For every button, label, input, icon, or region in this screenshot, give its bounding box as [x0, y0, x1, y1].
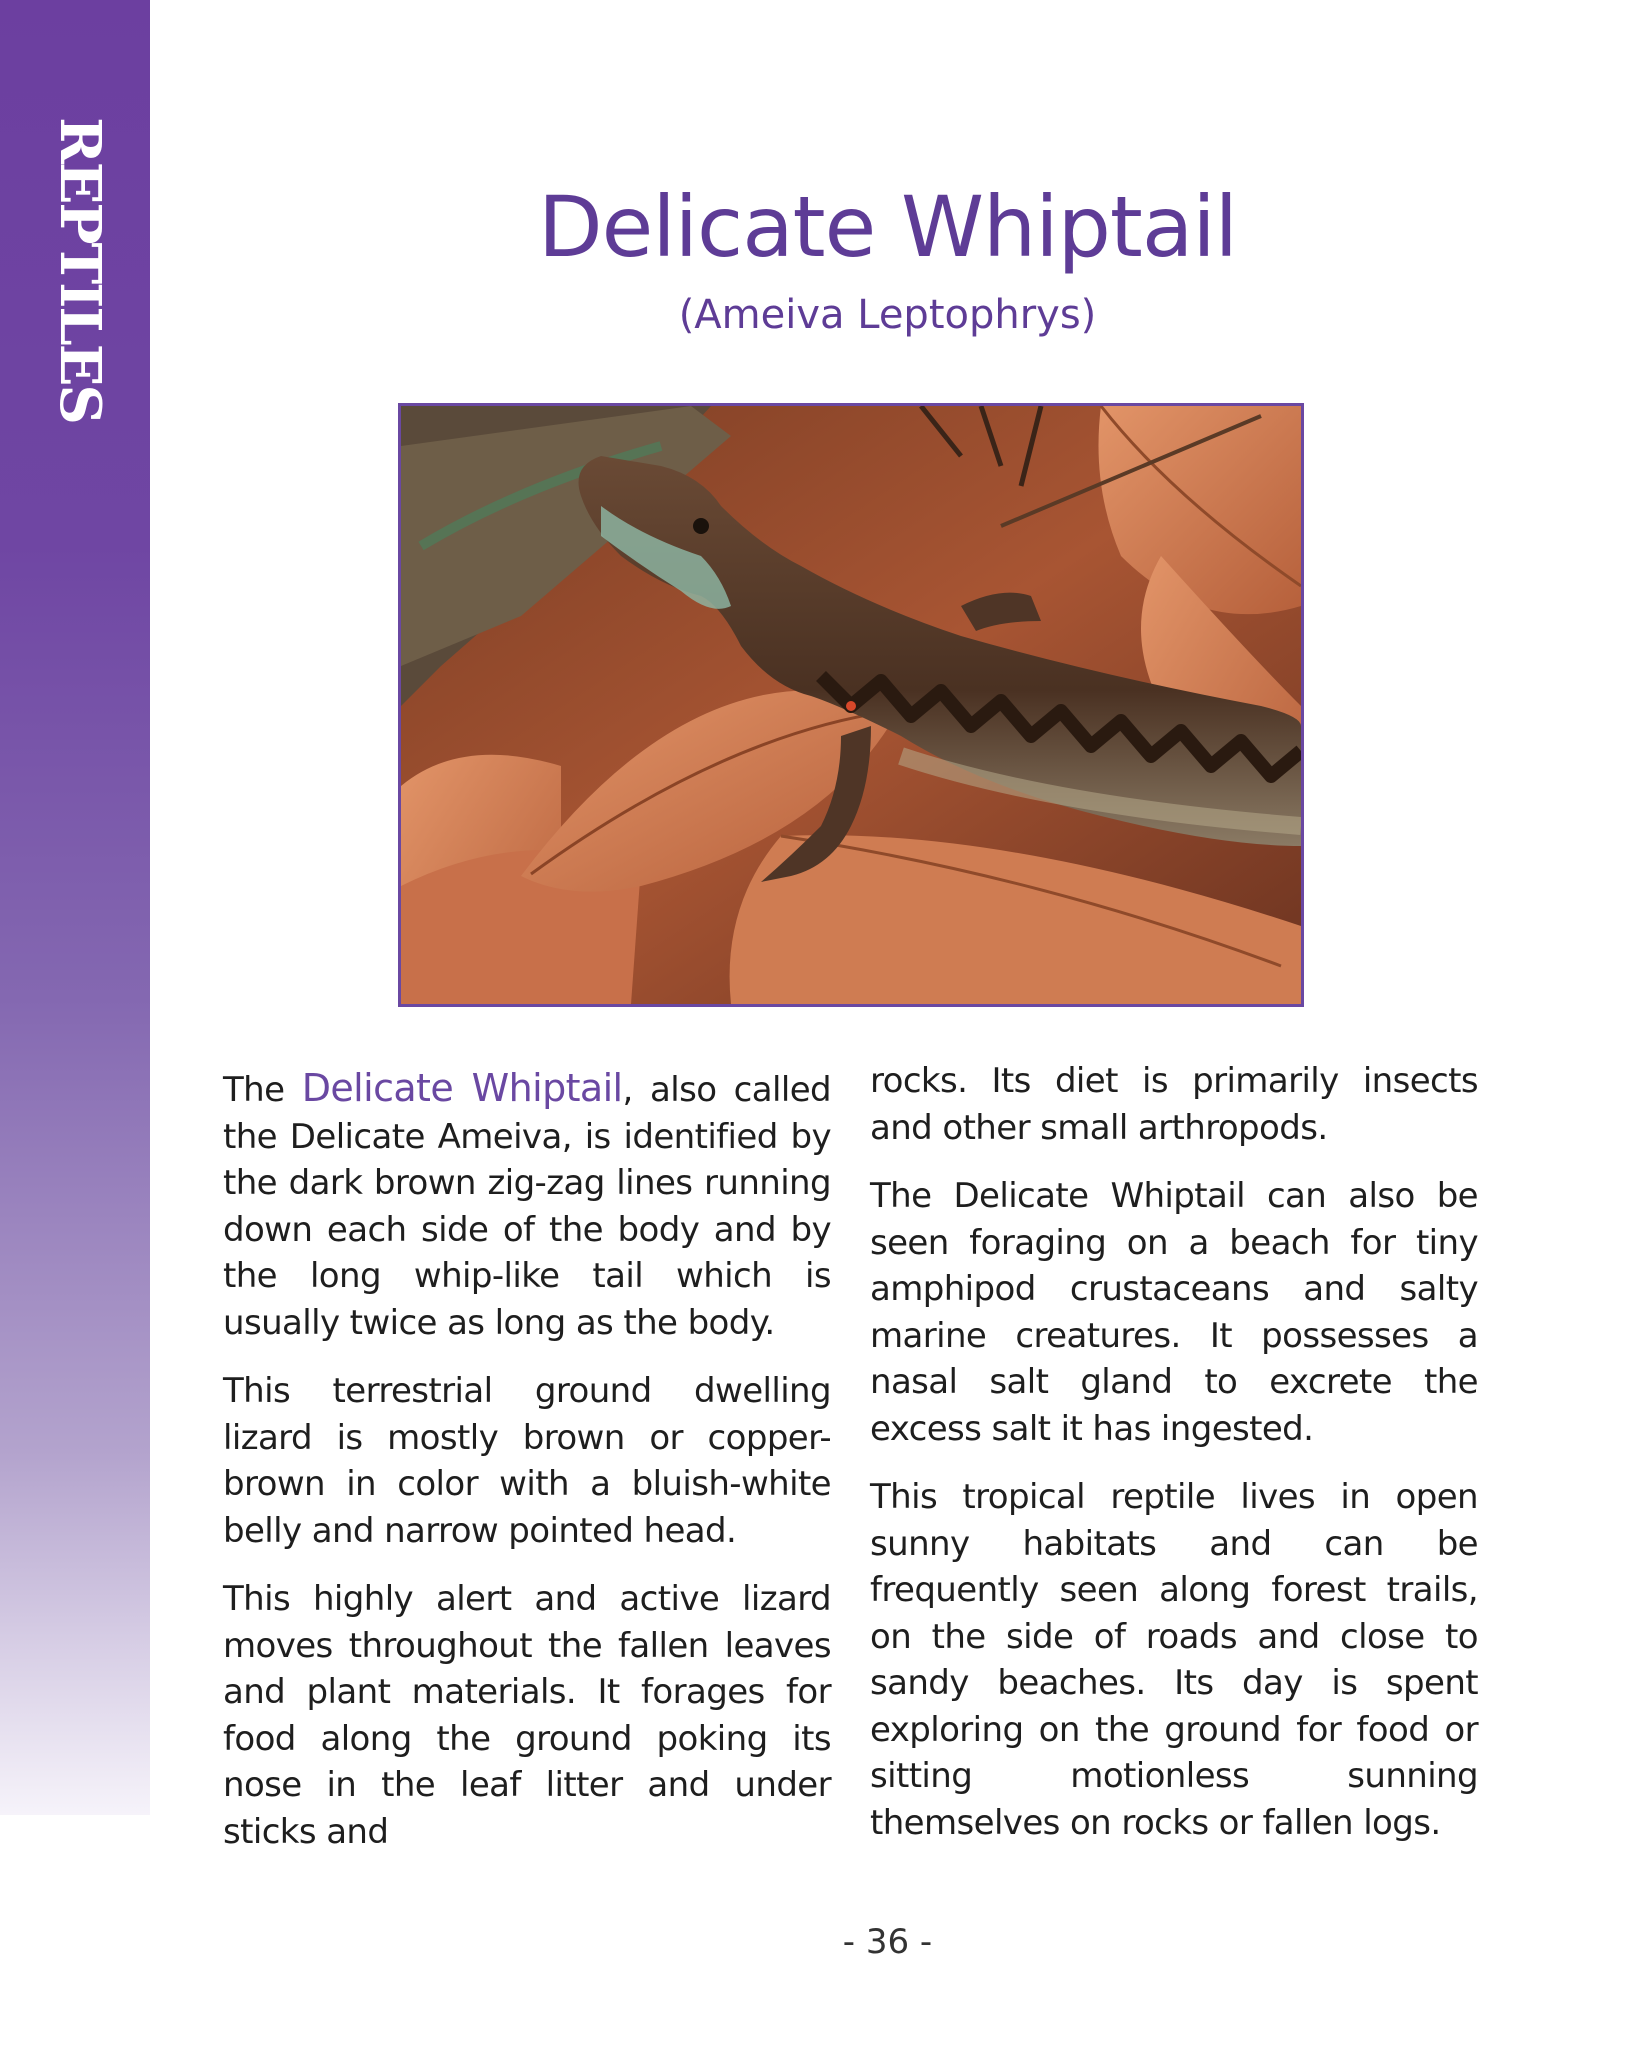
intro-rest: , also called the Delicate Ameiva, is identified by the dark brown zig-zag lines running down each side of the body and by the long whip-like tail which is usually twice as long as the body. — [223, 1070, 831, 1343]
habitat-paragraph: This tropical reptile lives in open sunny habitats and can be frequently seen along forest trails, on the side of roads and close to sandy beaches. Its day is spent exploring on the ground for food or sitting motionless sunning themselves on rocks or fallen logs. — [870, 1477, 1478, 1843]
lizard-photo-illustration — [401, 406, 1301, 1004]
species-name-highlight: Delicate Whiptail — [301, 1066, 623, 1110]
right-text-column — [870, 1058, 1478, 1868]
intro-lead: The — [223, 1070, 302, 1110]
scientific-name: (Ameiva Leptophrys) — [678, 292, 1097, 338]
diet-paragraph: rocks. Its diet is primarily insects and other small arthropods. — [870, 1061, 1478, 1148]
behavior-paragraph: This highly alert and active lizard moves throughout the fallen leaves and plant materials. It forages for food along the ground poking its nose in the leaf litter and under sticks and — [223, 1579, 831, 1852]
appearance-paragraph: This terrestrial ground dwelling lizard is mostly brown or copper-brown in color with a bluish-white belly and narrow pointed head. — [223, 1371, 831, 1551]
left-text-column — [223, 1065, 831, 1877]
page-number: - 36 - — [842, 1922, 933, 1962]
section-label — [47, 117, 114, 423]
page-title: Delicate Whiptail — [537, 178, 1238, 276]
section-label-text: REPTILES — [47, 117, 114, 423]
intro-paragraph — [223, 1065, 831, 1346]
beach-foraging-paragraph: The Delicate Whiptail can also be seen foraging on a beach for tiny amphipod crustaceans and salty marine creatures. It possesses a nasal salt gland to excrete the excess salt it has ingested. — [870, 1176, 1478, 1449]
lizard-photo — [398, 403, 1304, 1007]
